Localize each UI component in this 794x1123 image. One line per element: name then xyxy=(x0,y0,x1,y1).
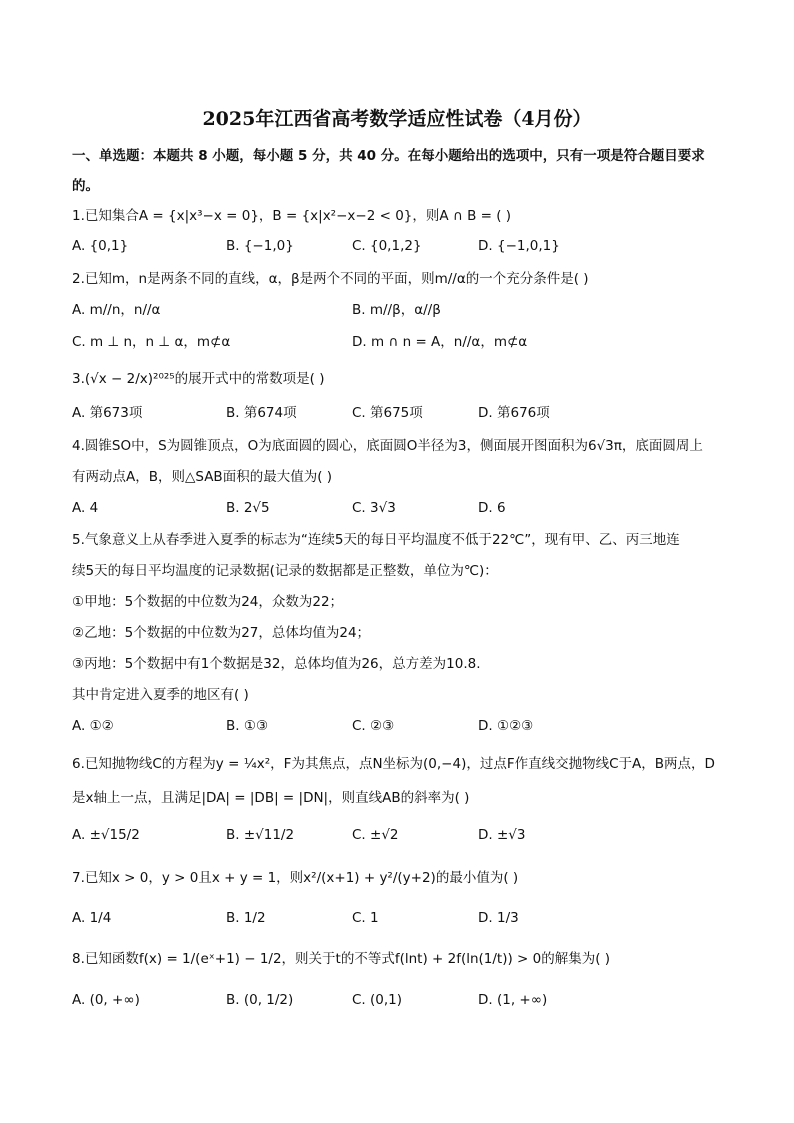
question-5-condition-2: ②乙地：5个数据的中位数为27，总体均值为24； xyxy=(72,625,371,641)
question-5-stem-line-1: 5.气象意义上从春季进入夏季的标志为“连续5天的每日平均温度不低于22℃”，现有甲、乙、丙三地连 xyxy=(72,532,680,548)
question-8-option-a: A. (0, +∞) xyxy=(72,992,140,1008)
question-1-option-a: A. {0,1} xyxy=(72,238,129,254)
question-6-stem-line-1: 6.已知抛物线C的方程为y = ¼x²，F为其焦点，点N坐标为(0,−4)，过点F作直线交抛物线C于A，B两点，D xyxy=(72,756,715,772)
question-3-option-a: A. 第673项 xyxy=(72,405,143,421)
question-2-stem: 2.已知m，n是两条不同的直线，α，β是两个不同的平面，则m//α的一个充分条件是( ) xyxy=(72,271,589,287)
question-1-stem: 1.已知集合A = {x|x³−x = 0}，B = {x|x²−x−2 < 0}，则A ∩ B = ( ) xyxy=(72,208,512,224)
question-2-option-b: B. m//β，α//β xyxy=(352,302,441,318)
question-5-condition-1: ①甲地：5个数据的中位数为24，众数为22； xyxy=(72,594,344,610)
exam-title: 2025年江西省高考数学适应性试卷（4月份） xyxy=(202,108,592,130)
question-5-stem-line-6: 其中肯定进入夏季的地区有( ) xyxy=(72,687,249,703)
question-5-option-c: C. ②③ xyxy=(352,718,395,734)
question-7-option-d: D. 1/3 xyxy=(478,910,519,926)
question-8-stem: 8.已知函数f(x) = 1/(eˣ+1) − 1/2，则关于t的不等式f(lnt) + 2f(ln(1/t)) > 0的解集为( ) xyxy=(72,951,611,967)
question-4-stem-line-2: 有两动点A，B，则△SAB面积的最大值为( ) xyxy=(72,469,333,485)
question-6-option-c: C. ±√2 xyxy=(352,827,399,843)
question-3-option-b: B. 第674项 xyxy=(226,405,297,421)
question-8-option-d: D. (1, +∞) xyxy=(478,992,548,1008)
section-header-cont: 的。 xyxy=(72,178,99,194)
question-7-option-b: B. 1/2 xyxy=(226,910,266,926)
question-2-option-c: C. m ⊥ n，n ⊥ α，m⊄α xyxy=(72,334,231,350)
question-7-stem: 7.已知x > 0，y > 0且x + y = 1，则x²/(x+1) + y²/(y+2)的最小值为( ) xyxy=(72,870,519,886)
question-5-condition-3: ③丙地：5个数据中有1个数据是32，总体均值为26，总方差为10.8. xyxy=(72,656,481,672)
question-3-stem: 3.(√x − 2/x)²⁰²⁵的展开式中的常数项是( ) xyxy=(72,371,325,387)
question-7-option-c: C. 1 xyxy=(352,910,379,926)
question-4-stem-line-1: 4.圆锥SO中，S为圆锥顶点，O为底面圆的圆心，底面圆O半径为3，侧面展开图面积为6√3π，底面圆周上 xyxy=(72,438,703,454)
question-4-option-d: D. 6 xyxy=(478,500,506,516)
question-8-option-b: B. (0, 1/2) xyxy=(226,992,294,1008)
question-6-stem-line-2: 是x轴上一点，且满足|DA| = |DB| = |DN|，则直线AB的斜率为( ) xyxy=(72,790,470,806)
question-1-option-b: B. {−1,0} xyxy=(226,238,294,254)
question-7-option-a: A. 1/4 xyxy=(72,910,112,926)
question-2-option-a: A. m//n，n//α xyxy=(72,302,161,318)
question-5-option-a: A. ①② xyxy=(72,718,114,734)
question-3-option-c: C. 第675项 xyxy=(352,405,423,421)
section-header: 一、单选题：本题共 8 小题，每小题 5 分，共 40 分。在每小题给出的选项中，只有一项是符合题目要求 xyxy=(72,148,705,164)
question-5-stem-line-2: 续5天的每日平均温度的记录数据(记录的数据都是正整数，单位为℃)： xyxy=(72,563,498,579)
question-6-option-b: B. ±√11/2 xyxy=(226,827,295,843)
question-1-option-c: C. {0,1,2} xyxy=(352,238,422,254)
question-6-option-a: A. ±√15/2 xyxy=(72,827,140,843)
question-4-option-c: C. 3√3 xyxy=(352,500,396,516)
question-2-option-d: D. m ∩ n = A，n//α，m⊄α xyxy=(352,334,528,350)
question-4-option-b: B. 2√5 xyxy=(226,500,270,516)
question-4-option-a: A. 4 xyxy=(72,500,99,516)
question-3-option-d: D. 第676项 xyxy=(478,405,550,421)
question-1-option-d: D. {−1,0,1} xyxy=(478,238,560,254)
question-5-option-b: B. ①③ xyxy=(226,718,269,734)
question-5-option-d: D. ①②③ xyxy=(478,718,534,734)
question-8-option-c: C. (0,1) xyxy=(352,992,403,1008)
question-6-option-d: D. ±√3 xyxy=(478,827,526,843)
